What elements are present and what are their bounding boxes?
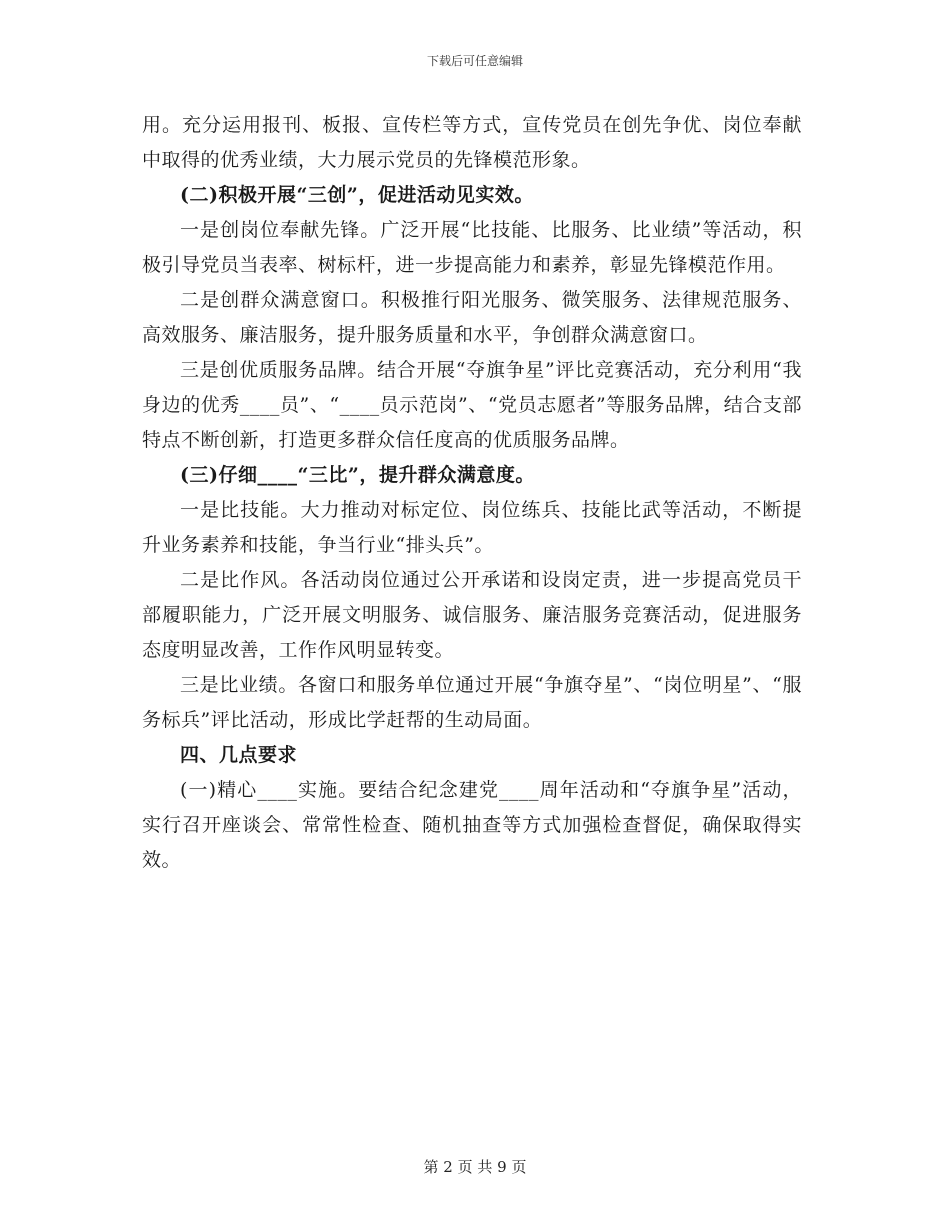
- paragraph-3: 一是创岗位奉献先锋。广泛开展“比技能、比服务、比业绩”等活动，积极引导党员当表率、树标杆，进一步提高能力和素养，彰显先锋模范作用。: [142, 219, 802, 276]
- page-header: 下载后可任意编辑: [426, 54, 523, 68]
- paragraph-9: 三是比业绩。各窗口和服务单位通过开展“争旗夺星”、“岗位明星”、“服务标兵”评比活动，形成比学赶帮的生动局面。: [142, 674, 802, 731]
- section-heading-3: (三)仔细____“三比”，提升群众满意度。: [180, 464, 535, 486]
- document-body: [142, 108, 802, 878]
- paragraph-8: 二是比作风。各活动岗位通过公开承诺和设岗定责，进一步提高党员干部履职能力，广泛开展文明服务、诚信服务、廉洁服务竞赛活动，促进服务态度明显改善，工作作风明显转变。: [142, 569, 802, 661]
- paragraph-7: 一是比技能。大力推动对标定位、岗位练兵、技能比武等活动，不断提升业务素养和技能，争当行业“排头兵”。: [142, 499, 802, 556]
- section-heading-2: (二)积极开展“三创”，促进活动见实效。: [180, 184, 534, 206]
- paragraph-4: 二是创群众满意窗口。积极推行阳光服务、微笑服务、法律规范服务、高效服务、廉洁服务，提升服务质量和水平，争创群众满意窗口。: [142, 289, 802, 346]
- paragraph-5: 三是创优质服务品牌。结合开展“夺旗争星”评比竞赛活动，充分利用“我身边的优秀____员”、“____员示范岗”、“党员志愿者”等服务品牌，结合支部特点不断创新，打造更多群众信任度高的优质服务品牌。: [142, 359, 802, 451]
- paragraph-1: 用。充分运用报刊、板报、宣传栏等方式，宣传党员在创先争优、岗位奉献中取得的优秀业绩，大力展示党员的先锋模范形象。: [142, 114, 802, 171]
- section-heading-4: 四、几点要求: [180, 744, 298, 766]
- page-footer: 第 2 页 共 9 页: [423, 1158, 527, 1176]
- paragraph-11: (一)精心____实施。要结合纪念建党____周年活动和“夺旗争星”活动，实行召开座谈会、常常性检查、随机抽查等方式加强检查督促，确保取得实效。: [142, 779, 802, 871]
